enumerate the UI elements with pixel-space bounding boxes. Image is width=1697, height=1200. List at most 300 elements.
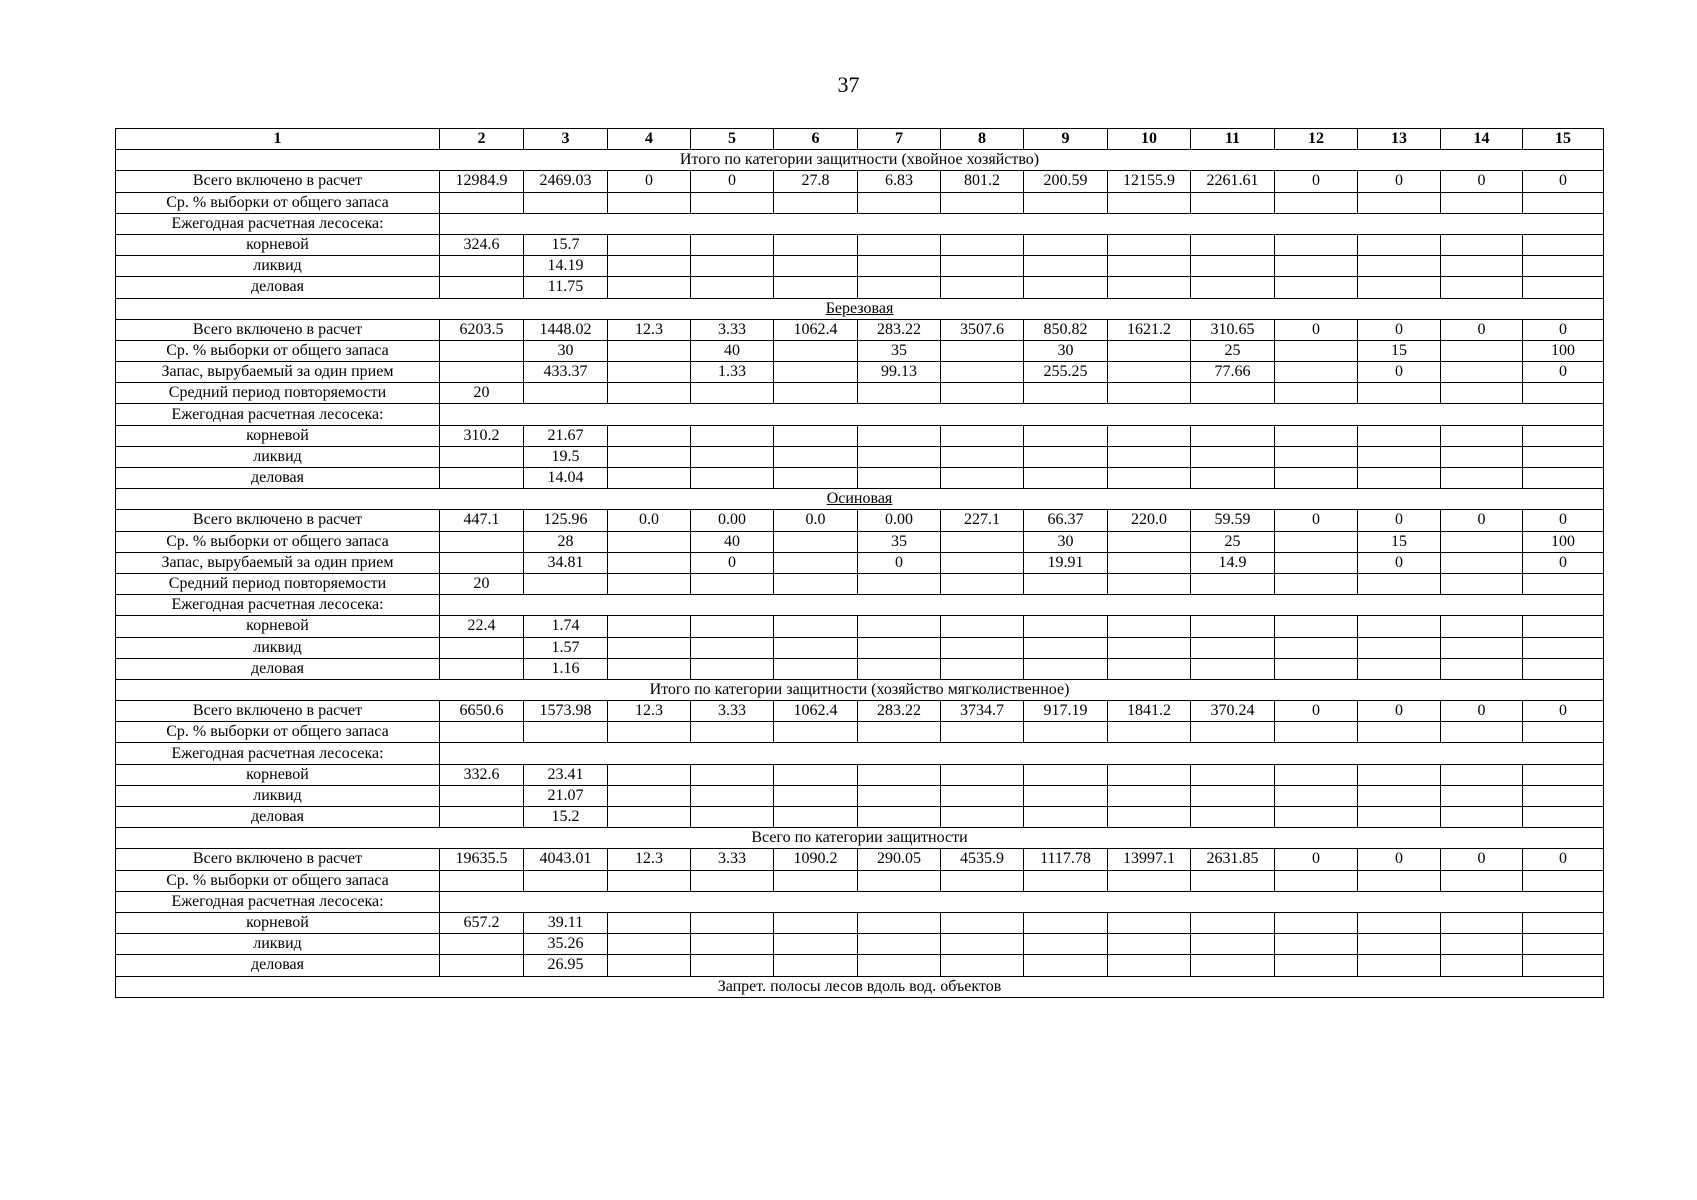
table-cell: 0: [1358, 849, 1441, 870]
table-cell: 4043.01: [524, 849, 608, 870]
table-cell: [1024, 955, 1108, 976]
table-cell: [1523, 807, 1604, 828]
column-header: 4: [608, 129, 691, 150]
table-cell: [1441, 362, 1523, 383]
table-cell: 100: [1523, 340, 1604, 361]
table-cell: [1358, 256, 1441, 277]
table-cell: [1191, 870, 1275, 891]
table-cell: 4535.9: [941, 849, 1024, 870]
table-cell: [1275, 277, 1358, 298]
column-header: 7: [858, 129, 941, 150]
table-cell: [858, 468, 941, 489]
table-cell: [691, 234, 774, 255]
table-cell: [1358, 277, 1441, 298]
table-cell: [774, 277, 858, 298]
table-cell: [1441, 277, 1523, 298]
table-cell: [1108, 934, 1191, 955]
table-cell: 30: [1024, 531, 1108, 552]
table-cell: [1108, 446, 1191, 467]
table-row: [116, 425, 1604, 446]
table-cell: 0: [1523, 849, 1604, 870]
row-label: Ежегодная расчетная лесосека:: [116, 213, 440, 234]
section-row: [116, 150, 1604, 171]
table-cell: [1523, 573, 1604, 594]
table-cell: [608, 807, 691, 828]
table-cell: 0: [1358, 319, 1441, 340]
row-label: Всего включено в расчет: [116, 171, 440, 192]
table-cell: [1024, 256, 1108, 277]
table-cell: [1024, 468, 1108, 489]
table-cell: [440, 870, 524, 891]
table-cell: [1024, 425, 1108, 446]
merged-empty-cell: [440, 404, 1604, 425]
table-cell: [1275, 658, 1358, 679]
label-row: [116, 595, 1604, 616]
table-cell: 1090.2: [774, 849, 858, 870]
row-label: Запас, вырубаемый за один прием: [116, 362, 440, 383]
table-cell: [608, 468, 691, 489]
table-cell: [1275, 764, 1358, 785]
table-cell: [1358, 468, 1441, 489]
table-cell: [1108, 658, 1191, 679]
table-cell: 0.0: [608, 510, 691, 531]
table-cell: [1441, 446, 1523, 467]
table-cell: 35: [858, 340, 941, 361]
table-cell: [1358, 955, 1441, 976]
table-cell: [774, 256, 858, 277]
table-cell: [1523, 934, 1604, 955]
table-cell: [774, 807, 858, 828]
table-cell: [608, 277, 691, 298]
table-cell: 3.33: [691, 849, 774, 870]
table-cell: [774, 192, 858, 213]
table-cell: [1275, 425, 1358, 446]
table-cell: [1108, 870, 1191, 891]
column-header: 1: [116, 129, 440, 150]
table-cell: [1024, 616, 1108, 637]
table-cell: [1523, 637, 1604, 658]
table-cell: 2469.03: [524, 171, 608, 192]
table-cell: [1275, 870, 1358, 891]
table-cell: [691, 637, 774, 658]
table-cell: [1358, 764, 1441, 785]
table-cell: [1523, 785, 1604, 806]
table-cell: [1275, 637, 1358, 658]
table-cell: [1191, 934, 1275, 955]
table-cell: [1024, 192, 1108, 213]
table-cell: 0: [1275, 510, 1358, 531]
table-row: [116, 849, 1604, 870]
column-header: 14: [1441, 129, 1523, 150]
table-cell: 283.22: [858, 319, 941, 340]
row-label: Ежегодная расчетная лесосека:: [116, 743, 440, 764]
table-cell: [608, 764, 691, 785]
merged-empty-cell: [440, 743, 1604, 764]
row-label: Средний период повторяемости: [116, 383, 440, 404]
table-cell: 30: [524, 340, 608, 361]
column-header: 11: [1191, 129, 1275, 150]
table-cell: [941, 807, 1024, 828]
table-cell: 0: [1523, 362, 1604, 383]
table-cell: 0: [691, 171, 774, 192]
table-cell: [1523, 446, 1604, 467]
table-cell: [1358, 637, 1441, 658]
table-cell: 100: [1523, 531, 1604, 552]
table-cell: [774, 764, 858, 785]
table-cell: 332.6: [440, 764, 524, 785]
table-cell: [608, 192, 691, 213]
table-cell: [774, 722, 858, 743]
table-cell: [524, 573, 608, 594]
table-row: [116, 234, 1604, 255]
row-label: деловая: [116, 955, 440, 976]
column-header: 12: [1275, 129, 1358, 150]
table-cell: [1108, 785, 1191, 806]
table-cell: [1024, 870, 1108, 891]
table-cell: [774, 383, 858, 404]
table-row: [116, 934, 1604, 955]
table-cell: 12155.9: [1108, 171, 1191, 192]
table-cell: [1191, 234, 1275, 255]
table-cell: [774, 468, 858, 489]
table-cell: 0: [1358, 552, 1441, 573]
merged-empty-cell: [440, 891, 1604, 912]
column-header: 10: [1108, 129, 1191, 150]
table-cell: [1441, 637, 1523, 658]
table-cell: 310.65: [1191, 319, 1275, 340]
table-row: [116, 870, 1604, 891]
table-cell: [440, 192, 524, 213]
table-cell: [1108, 573, 1191, 594]
column-header: 15: [1523, 129, 1604, 150]
table-cell: [608, 722, 691, 743]
table-cell: [941, 616, 1024, 637]
table-row: [116, 192, 1604, 213]
table-row: [116, 340, 1604, 361]
table-cell: 0: [1275, 701, 1358, 722]
table-cell: [1358, 383, 1441, 404]
table-row: [116, 764, 1604, 785]
table-cell: [774, 785, 858, 806]
table-cell: [691, 658, 774, 679]
table-cell: [608, 934, 691, 955]
column-header: 13: [1358, 129, 1441, 150]
table-cell: 290.05: [858, 849, 941, 870]
table-cell: 13997.1: [1108, 849, 1191, 870]
row-label: деловая: [116, 807, 440, 828]
table-cell: 0: [1523, 552, 1604, 573]
table-cell: [608, 912, 691, 933]
table-cell: 21.07: [524, 785, 608, 806]
column-header: 2: [440, 129, 524, 150]
section-row: [116, 828, 1604, 849]
table-cell: [941, 531, 1024, 552]
table-cell: [941, 552, 1024, 573]
table-cell: [1441, 531, 1523, 552]
table-cell: 12.3: [608, 849, 691, 870]
table-cell: [1523, 616, 1604, 637]
table-cell: 1448.02: [524, 319, 608, 340]
table-cell: [1191, 277, 1275, 298]
table-cell: [1108, 616, 1191, 637]
table-cell: [1441, 955, 1523, 976]
table-cell: 11.75: [524, 277, 608, 298]
table-cell: [1523, 764, 1604, 785]
table-cell: 0: [1275, 171, 1358, 192]
table-cell: [774, 573, 858, 594]
table-cell: [524, 870, 608, 891]
table-cell: [440, 362, 524, 383]
table-cell: 12984.9: [440, 171, 524, 192]
table-cell: [440, 468, 524, 489]
merged-empty-cell: [440, 213, 1604, 234]
table-cell: [691, 616, 774, 637]
table-cell: [1191, 192, 1275, 213]
row-label: деловая: [116, 468, 440, 489]
table-cell: [774, 362, 858, 383]
table-cell: 59.59: [1191, 510, 1275, 531]
section-title-text: Итого по категории защитности (хвойное хозяйство): [679, 151, 1040, 169]
table-cell: [1275, 573, 1358, 594]
table-cell: [1191, 764, 1275, 785]
table-cell: [440, 637, 524, 658]
table-cell: [1441, 234, 1523, 255]
table-cell: 1.33: [691, 362, 774, 383]
table-cell: [941, 870, 1024, 891]
row-label: ликвид: [116, 637, 440, 658]
table-cell: 66.37: [1024, 510, 1108, 531]
table-cell: 125.96: [524, 510, 608, 531]
table-cell: [941, 362, 1024, 383]
table-cell: [941, 256, 1024, 277]
table-cell: [1108, 234, 1191, 255]
table-cell: [1024, 807, 1108, 828]
table-cell: [691, 468, 774, 489]
table-cell: [1108, 340, 1191, 361]
table-cell: 227.1: [941, 510, 1024, 531]
table-row: [116, 955, 1604, 976]
table-cell: 0: [1358, 701, 1441, 722]
table-cell: [1523, 468, 1604, 489]
merged-empty-cell: [440, 595, 1604, 616]
section-row: [116, 679, 1604, 700]
table-cell: [1358, 616, 1441, 637]
table-row: [116, 531, 1604, 552]
table-cell: 0: [1441, 510, 1523, 531]
table-cell: [858, 912, 941, 933]
table-cell: [1358, 807, 1441, 828]
table-cell: [691, 764, 774, 785]
table-cell: 1.57: [524, 637, 608, 658]
table-cell: 0: [1441, 319, 1523, 340]
table-cell: 0.00: [858, 510, 941, 531]
table-cell: [608, 637, 691, 658]
row-label: Всего включено в расчет: [116, 701, 440, 722]
table-cell: 22.4: [440, 616, 524, 637]
row-label: Запас, вырубаемый за один прием: [116, 552, 440, 573]
table-cell: [1191, 468, 1275, 489]
table-cell: 12.3: [608, 701, 691, 722]
row-label: Ср. % выборки от общего запаса: [116, 531, 440, 552]
table-cell: 1.16: [524, 658, 608, 679]
table-cell: [608, 616, 691, 637]
row-label: корневой: [116, 234, 440, 255]
table-cell: [1275, 362, 1358, 383]
table-cell: [858, 785, 941, 806]
table-cell: [691, 785, 774, 806]
table-cell: 35: [858, 531, 941, 552]
table-cell: 433.37: [524, 362, 608, 383]
table-cell: [691, 573, 774, 594]
table-cell: [1523, 870, 1604, 891]
table-cell: [1191, 912, 1275, 933]
table-cell: [858, 637, 941, 658]
table-cell: [774, 912, 858, 933]
column-header: 6: [774, 129, 858, 150]
table-cell: 12.3: [608, 319, 691, 340]
table-cell: [1358, 785, 1441, 806]
table-cell: 0: [1523, 701, 1604, 722]
table-cell: [858, 722, 941, 743]
column-header: 5: [691, 129, 774, 150]
table-cell: [691, 870, 774, 891]
row-label: Всего включено в расчет: [116, 849, 440, 870]
table-cell: [1275, 383, 1358, 404]
table-cell: [1024, 573, 1108, 594]
table-cell: 25: [1191, 531, 1275, 552]
table-cell: 1573.98: [524, 701, 608, 722]
table-cell: 255.25: [1024, 362, 1108, 383]
table-cell: [1108, 807, 1191, 828]
forest-calculation-table: [115, 128, 1604, 998]
table-cell: 370.24: [1191, 701, 1275, 722]
table-cell: [1108, 383, 1191, 404]
table-cell: 6.83: [858, 171, 941, 192]
table-cell: [524, 383, 608, 404]
table-cell: [858, 234, 941, 255]
table-row: [116, 383, 1604, 404]
table-cell: [774, 446, 858, 467]
row-label: ликвид: [116, 446, 440, 467]
table-cell: [858, 256, 941, 277]
row-label: Ср. % выборки от общего запаса: [116, 870, 440, 891]
table-cell: 2261.61: [1191, 171, 1275, 192]
table-cell: [691, 277, 774, 298]
table-cell: [858, 934, 941, 955]
table-cell: [1523, 955, 1604, 976]
table-row: [116, 616, 1604, 637]
table-cell: [858, 764, 941, 785]
table-cell: [524, 722, 608, 743]
table-cell: [1523, 658, 1604, 679]
table-cell: [1108, 637, 1191, 658]
section-row: [116, 489, 1604, 510]
table-cell: [1108, 722, 1191, 743]
table-cell: [1191, 637, 1275, 658]
row-label: ликвид: [116, 934, 440, 955]
row-label: Ср. % выборки от общего запаса: [116, 340, 440, 361]
table-cell: [608, 362, 691, 383]
table-cell: [1108, 362, 1191, 383]
table-cell: [774, 637, 858, 658]
section-title: [116, 150, 1604, 171]
table-cell: [1191, 425, 1275, 446]
table-cell: [1358, 934, 1441, 955]
table-cell: [941, 785, 1024, 806]
table-cell: [1191, 256, 1275, 277]
table-row: [116, 637, 1604, 658]
table-cell: [608, 870, 691, 891]
table-cell: [1191, 955, 1275, 976]
table-cell: [1108, 468, 1191, 489]
table-cell: 3.33: [691, 701, 774, 722]
table-cell: [1024, 722, 1108, 743]
table-cell: [1024, 934, 1108, 955]
table-cell: 0: [1275, 849, 1358, 870]
row-label: Всего включено в расчет: [116, 510, 440, 531]
table-cell: [1441, 658, 1523, 679]
column-header: 3: [524, 129, 608, 150]
table-cell: [440, 552, 524, 573]
table-cell: [1358, 425, 1441, 446]
table-cell: 23.41: [524, 764, 608, 785]
table-cell: 3734.7: [941, 701, 1024, 722]
table-cell: [1441, 785, 1523, 806]
table-cell: [858, 573, 941, 594]
table-cell: [774, 340, 858, 361]
table-cell: [1441, 764, 1523, 785]
label-row: [116, 891, 1604, 912]
table-cell: [608, 383, 691, 404]
table-cell: [608, 552, 691, 573]
table-cell: [774, 552, 858, 573]
table-cell: [1275, 722, 1358, 743]
table-cell: [774, 934, 858, 955]
table-cell: [1358, 234, 1441, 255]
table-cell: [691, 912, 774, 933]
table-cell: 0: [1275, 319, 1358, 340]
table-cell: 447.1: [440, 510, 524, 531]
table-cell: [1191, 616, 1275, 637]
table-cell: 26.95: [524, 955, 608, 976]
table-cell: [691, 722, 774, 743]
table-cell: [1191, 383, 1275, 404]
row-label: Ежегодная расчетная лесосека:: [116, 404, 440, 425]
table-cell: [1108, 256, 1191, 277]
section-title-text: Осиновая: [826, 490, 893, 508]
table-cell: 0: [1523, 510, 1604, 531]
table-cell: 2631.85: [1191, 849, 1275, 870]
table-cell: [691, 934, 774, 955]
row-label: Средний период повторяемости: [116, 573, 440, 594]
table-cell: [1024, 446, 1108, 467]
table-cell: 15: [1358, 531, 1441, 552]
table-cell: 27.8: [774, 171, 858, 192]
table-cell: [858, 192, 941, 213]
table-cell: [1191, 785, 1275, 806]
label-row: [116, 743, 1604, 764]
table-cell: 3507.6: [941, 319, 1024, 340]
table-cell: 15.7: [524, 234, 608, 255]
table-cell: 30: [1024, 340, 1108, 361]
table-cell: 35.26: [524, 934, 608, 955]
table-row: [116, 468, 1604, 489]
table-cell: [691, 256, 774, 277]
table-cell: [691, 446, 774, 467]
table-cell: [1108, 531, 1191, 552]
table-cell: [440, 658, 524, 679]
row-label: Ежегодная расчетная лесосека:: [116, 595, 440, 616]
